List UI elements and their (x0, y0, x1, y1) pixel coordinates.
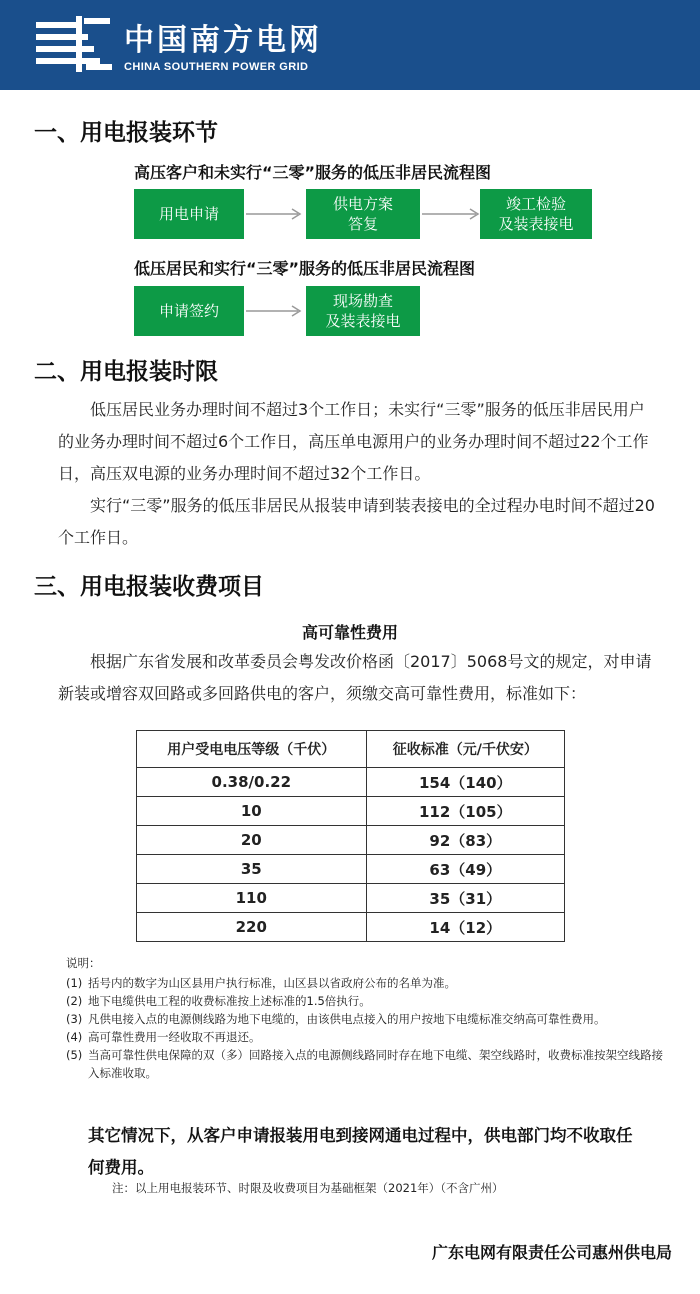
note-item (66, 1046, 666, 1082)
brand-name-cn: 中国南方电网 (124, 23, 322, 58)
table-row (137, 826, 565, 855)
flow2-title: 低压居民和实行“三零”服务的低压非居民流程图 (134, 259, 476, 278)
section1-title: 一、用电报装环节 (34, 120, 218, 146)
note-number: (1) (66, 976, 83, 990)
fee-subtitle: 高可靠性费用 (301, 623, 398, 642)
voltage-cell: 110 (137, 884, 367, 913)
arrow-right-icon (246, 303, 306, 319)
flow1-step-inspection: 竣工检验 及装表接电 (480, 189, 592, 239)
voltage-cell: 35 (137, 855, 367, 884)
issuer-signature: 广东电网有限责任公司惠州供电局 (431, 1243, 672, 1262)
section3-title: 三、用电报装收费项目 (34, 574, 264, 600)
table-row (137, 913, 565, 942)
voltage-cell: 0.38/0.22 (137, 768, 367, 797)
note-number: (3) (66, 1012, 83, 1026)
fee-cell: 92（83） (366, 826, 564, 855)
fee-cell: 112（105） (366, 797, 564, 826)
section2-paragraph-1: 低压居民业务办理时间不超过3个工作日；未实行“三零”服务的低压非居民用户的业务办理时间不超过6个工作日，高压单电源用户的业务办理时间不超过22个工作日，高压双电源的业务办理时间不超过32个工作日。 (58, 400, 649, 483)
note-number: (2) (66, 994, 83, 1008)
notes-heading: 说明： (66, 956, 101, 970)
note-number: (5) (66, 1048, 83, 1062)
column-header-fee: 征收标准（元/千伏安） (366, 731, 564, 768)
notes-block (66, 954, 666, 1082)
note-item (66, 974, 666, 992)
voltage-cell: 220 (137, 913, 367, 942)
section2-title: 二、用电报装时限 (34, 359, 218, 385)
flow1-step-apply: 用电申请 (134, 189, 244, 239)
fee-table (136, 730, 565, 942)
table-row (137, 884, 565, 913)
fee-cell: 154（140） (366, 768, 564, 797)
note-item (66, 992, 666, 1010)
note-text: 凡供电接入点的电源侧线路为地下电缆的，由该供电点接入的用户按地下电缆标准交纳高可靠性费用。 (88, 1012, 606, 1026)
table-header-row (137, 731, 565, 768)
section2-paragraph-2: 实行“三零”服务的低压非居民从报装申请到装表接电的全过程办电时间不超过20个工作日。 (58, 496, 655, 547)
note-item (66, 1028, 666, 1046)
note-text: 地下电缆供电工程的收费标准按上述标准的1.5倍执行。 (88, 994, 371, 1008)
no-other-fees-statement: 其它情况下，从客户申请报装用电到接网通电过程中，供电部门均不收取任何费用。 (88, 1126, 633, 1177)
note-number: (4) (66, 1030, 83, 1044)
note-text: 当高可靠性供电保障的双（多）回路接入点的电源侧线路同时存在地下电缆、架空线路时，收费标准按架空线路接入标准收取。 (88, 1048, 663, 1080)
flow1-title: 高压客户和未实行“三零”服务的低压非居民流程图 (134, 163, 492, 182)
flow1-step-plan-reply: 供电方案 答复 (306, 189, 420, 239)
brand-name-en: CHINA SOUTHERN POWER GRID (124, 61, 309, 73)
voltage-cell: 20 (137, 826, 367, 855)
table-row (137, 855, 565, 884)
fee-cell: 35（31） (366, 884, 564, 913)
arrow-right-icon (422, 206, 482, 222)
csg-logo-icon (36, 16, 116, 72)
flow2-step-sign: 申请签约 (134, 286, 244, 336)
voltage-cell: 10 (137, 797, 367, 826)
note-text: 高可靠性费用一经收取不再退还。 (88, 1030, 261, 1044)
table-row (137, 768, 565, 797)
column-header-voltage: 用户受电电压等级（千伏） (137, 731, 367, 768)
note-item (66, 1010, 666, 1028)
arrow-right-icon (246, 206, 306, 222)
table-row (137, 797, 565, 826)
fee-cell: 14（12） (366, 913, 564, 942)
footnote: 注：以上用电报装环节、时限及收费项目为基础框架（2021年）（不含广州） (112, 1181, 504, 1195)
header-banner (0, 0, 700, 90)
fee-intro: 根据广东省发展和改革委员会粤发改价格函〔2017〕5068号文的规定，对申请新装或增容双回路或多回路供电的客户，须缴交高可靠性费用，标准如下： (58, 652, 652, 703)
fee-cell: 63（49） (366, 855, 564, 884)
note-text: 括号内的数字为山区县用户执行标准，山区县以省政府公布的名单为准。 (88, 976, 456, 990)
flow2-step-survey: 现场勘查 及装表接电 (306, 286, 420, 336)
